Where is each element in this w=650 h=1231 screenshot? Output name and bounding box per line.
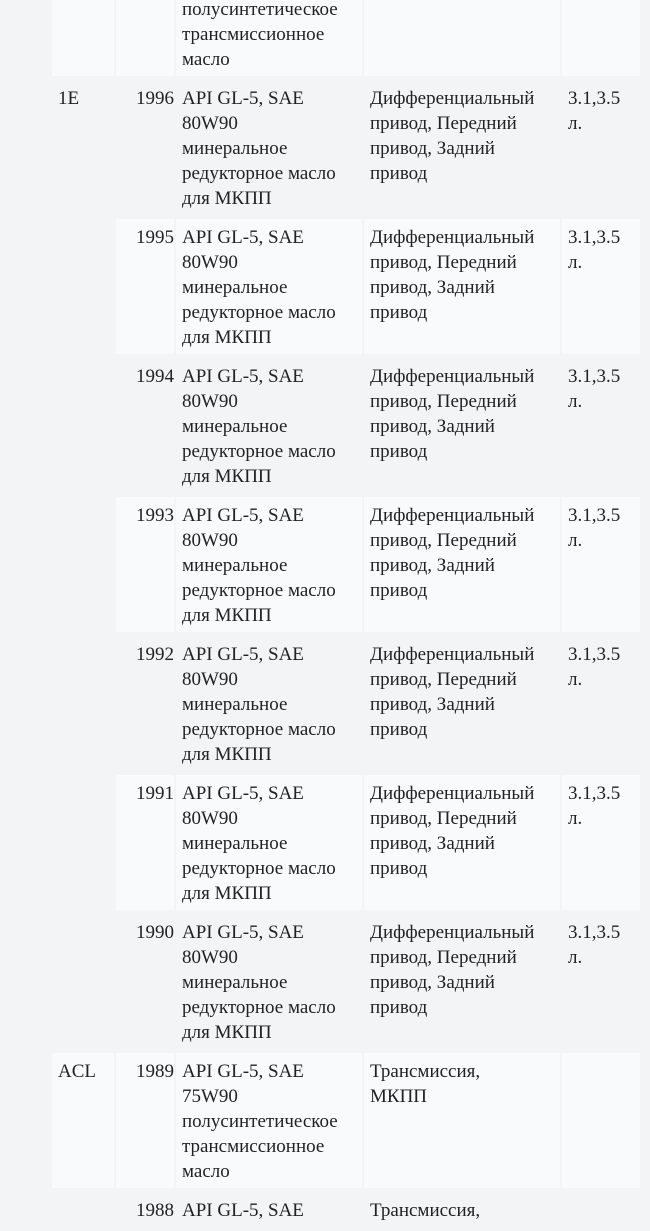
volume-cell	[562, 1192, 640, 1227]
volume-cell: 3.1,3.5 л.	[562, 775, 640, 910]
usage-cell: Дифференциальный привод, Передний привод, Задний привод	[364, 775, 560, 910]
year-cell: 1996	[116, 80, 174, 215]
year-cell	[116, 0, 174, 76]
oil-cell: API GL-5, SAE 75W90 полусинтетическое трансмиссионное масло	[176, 1053, 362, 1188]
model-cell	[52, 914, 114, 1049]
oil-cell: API GL-5, SAE 80W90 минеральное редукторное масло для МКПП	[176, 80, 362, 215]
year-cell: 1990	[116, 914, 174, 1049]
usage-cell: Трансмиссия,	[364, 1192, 560, 1227]
usage-cell: Трансмиссия, МКПП	[364, 1053, 560, 1188]
model-cell	[52, 1192, 114, 1227]
model-cell: ACL	[52, 1053, 114, 1188]
year-cell: 1993	[116, 497, 174, 632]
table-row	[52, 1053, 640, 1188]
oil-spec-table-body	[52, 0, 640, 1227]
usage-cell: Дифференциальный привод, Передний привод, Задний привод	[364, 914, 560, 1049]
oil-cell: API GL-5, SAE 80W90 минеральное редукторное масло для МКПП	[176, 358, 362, 493]
oil-spec-table	[50, 0, 642, 1231]
oil-cell: полусинтетическое трансмиссионное масло	[176, 0, 362, 76]
usage-cell: Дифференциальный привод, Передний привод, Задний привод	[364, 358, 560, 493]
volume-cell	[562, 0, 640, 76]
oil-cell: API GL-5, SAE 80W90 минеральное редукторное масло для МКПП	[176, 636, 362, 771]
volume-cell: 3.1,3.5 л.	[562, 497, 640, 632]
model-cell: 1E	[52, 80, 114, 215]
model-cell	[52, 775, 114, 910]
usage-cell: Дифференциальный привод, Передний привод, Задний привод	[364, 497, 560, 632]
table-row	[52, 219, 640, 354]
usage-cell: Дифференциальный привод, Передний привод, Задний привод	[364, 219, 560, 354]
table-row	[52, 1192, 640, 1227]
year-cell: 1994	[116, 358, 174, 493]
year-cell: 1991	[116, 775, 174, 910]
table-row	[52, 80, 640, 215]
year-cell: 1989	[116, 1053, 174, 1188]
usage-cell: Дифференциальный привод, Передний привод, Задний привод	[364, 80, 560, 215]
volume-cell	[562, 1053, 640, 1188]
year-cell: 1988	[116, 1192, 174, 1227]
year-cell: 1995	[116, 219, 174, 354]
table-row	[52, 0, 640, 76]
volume-cell: 3.1,3.5 л.	[562, 80, 640, 215]
volume-cell: 3.1,3.5 л.	[562, 636, 640, 771]
usage-cell	[364, 0, 560, 76]
table-row	[52, 914, 640, 1049]
oil-cell: API GL-5, SAE 80W90 минеральное редукторное масло для МКПП	[176, 497, 362, 632]
model-cell	[52, 0, 114, 76]
oil-cell: API GL-5, SAE 80W90 минеральное редукторное масло для МКПП	[176, 775, 362, 910]
year-cell: 1992	[116, 636, 174, 771]
model-cell	[52, 219, 114, 354]
volume-cell: 3.1,3.5 л.	[562, 219, 640, 354]
model-cell	[52, 358, 114, 493]
table-row	[52, 636, 640, 771]
usage-cell: Дифференциальный привод, Передний привод, Задний привод	[364, 636, 560, 771]
volume-cell: 3.1,3.5 л.	[562, 358, 640, 493]
volume-cell: 3.1,3.5 л.	[562, 914, 640, 1049]
oil-cell: API GL-5, SAE 80W90 минеральное редукторное масло для МКПП	[176, 219, 362, 354]
model-cell	[52, 636, 114, 771]
oil-cell: API GL-5, SAE 80W90 минеральное редукторное масло для МКПП	[176, 914, 362, 1049]
model-cell	[52, 497, 114, 632]
table-row	[52, 775, 640, 910]
table-row	[52, 358, 640, 493]
table-row	[52, 497, 640, 632]
oil-cell: API GL-5, SAE	[176, 1192, 362, 1227]
